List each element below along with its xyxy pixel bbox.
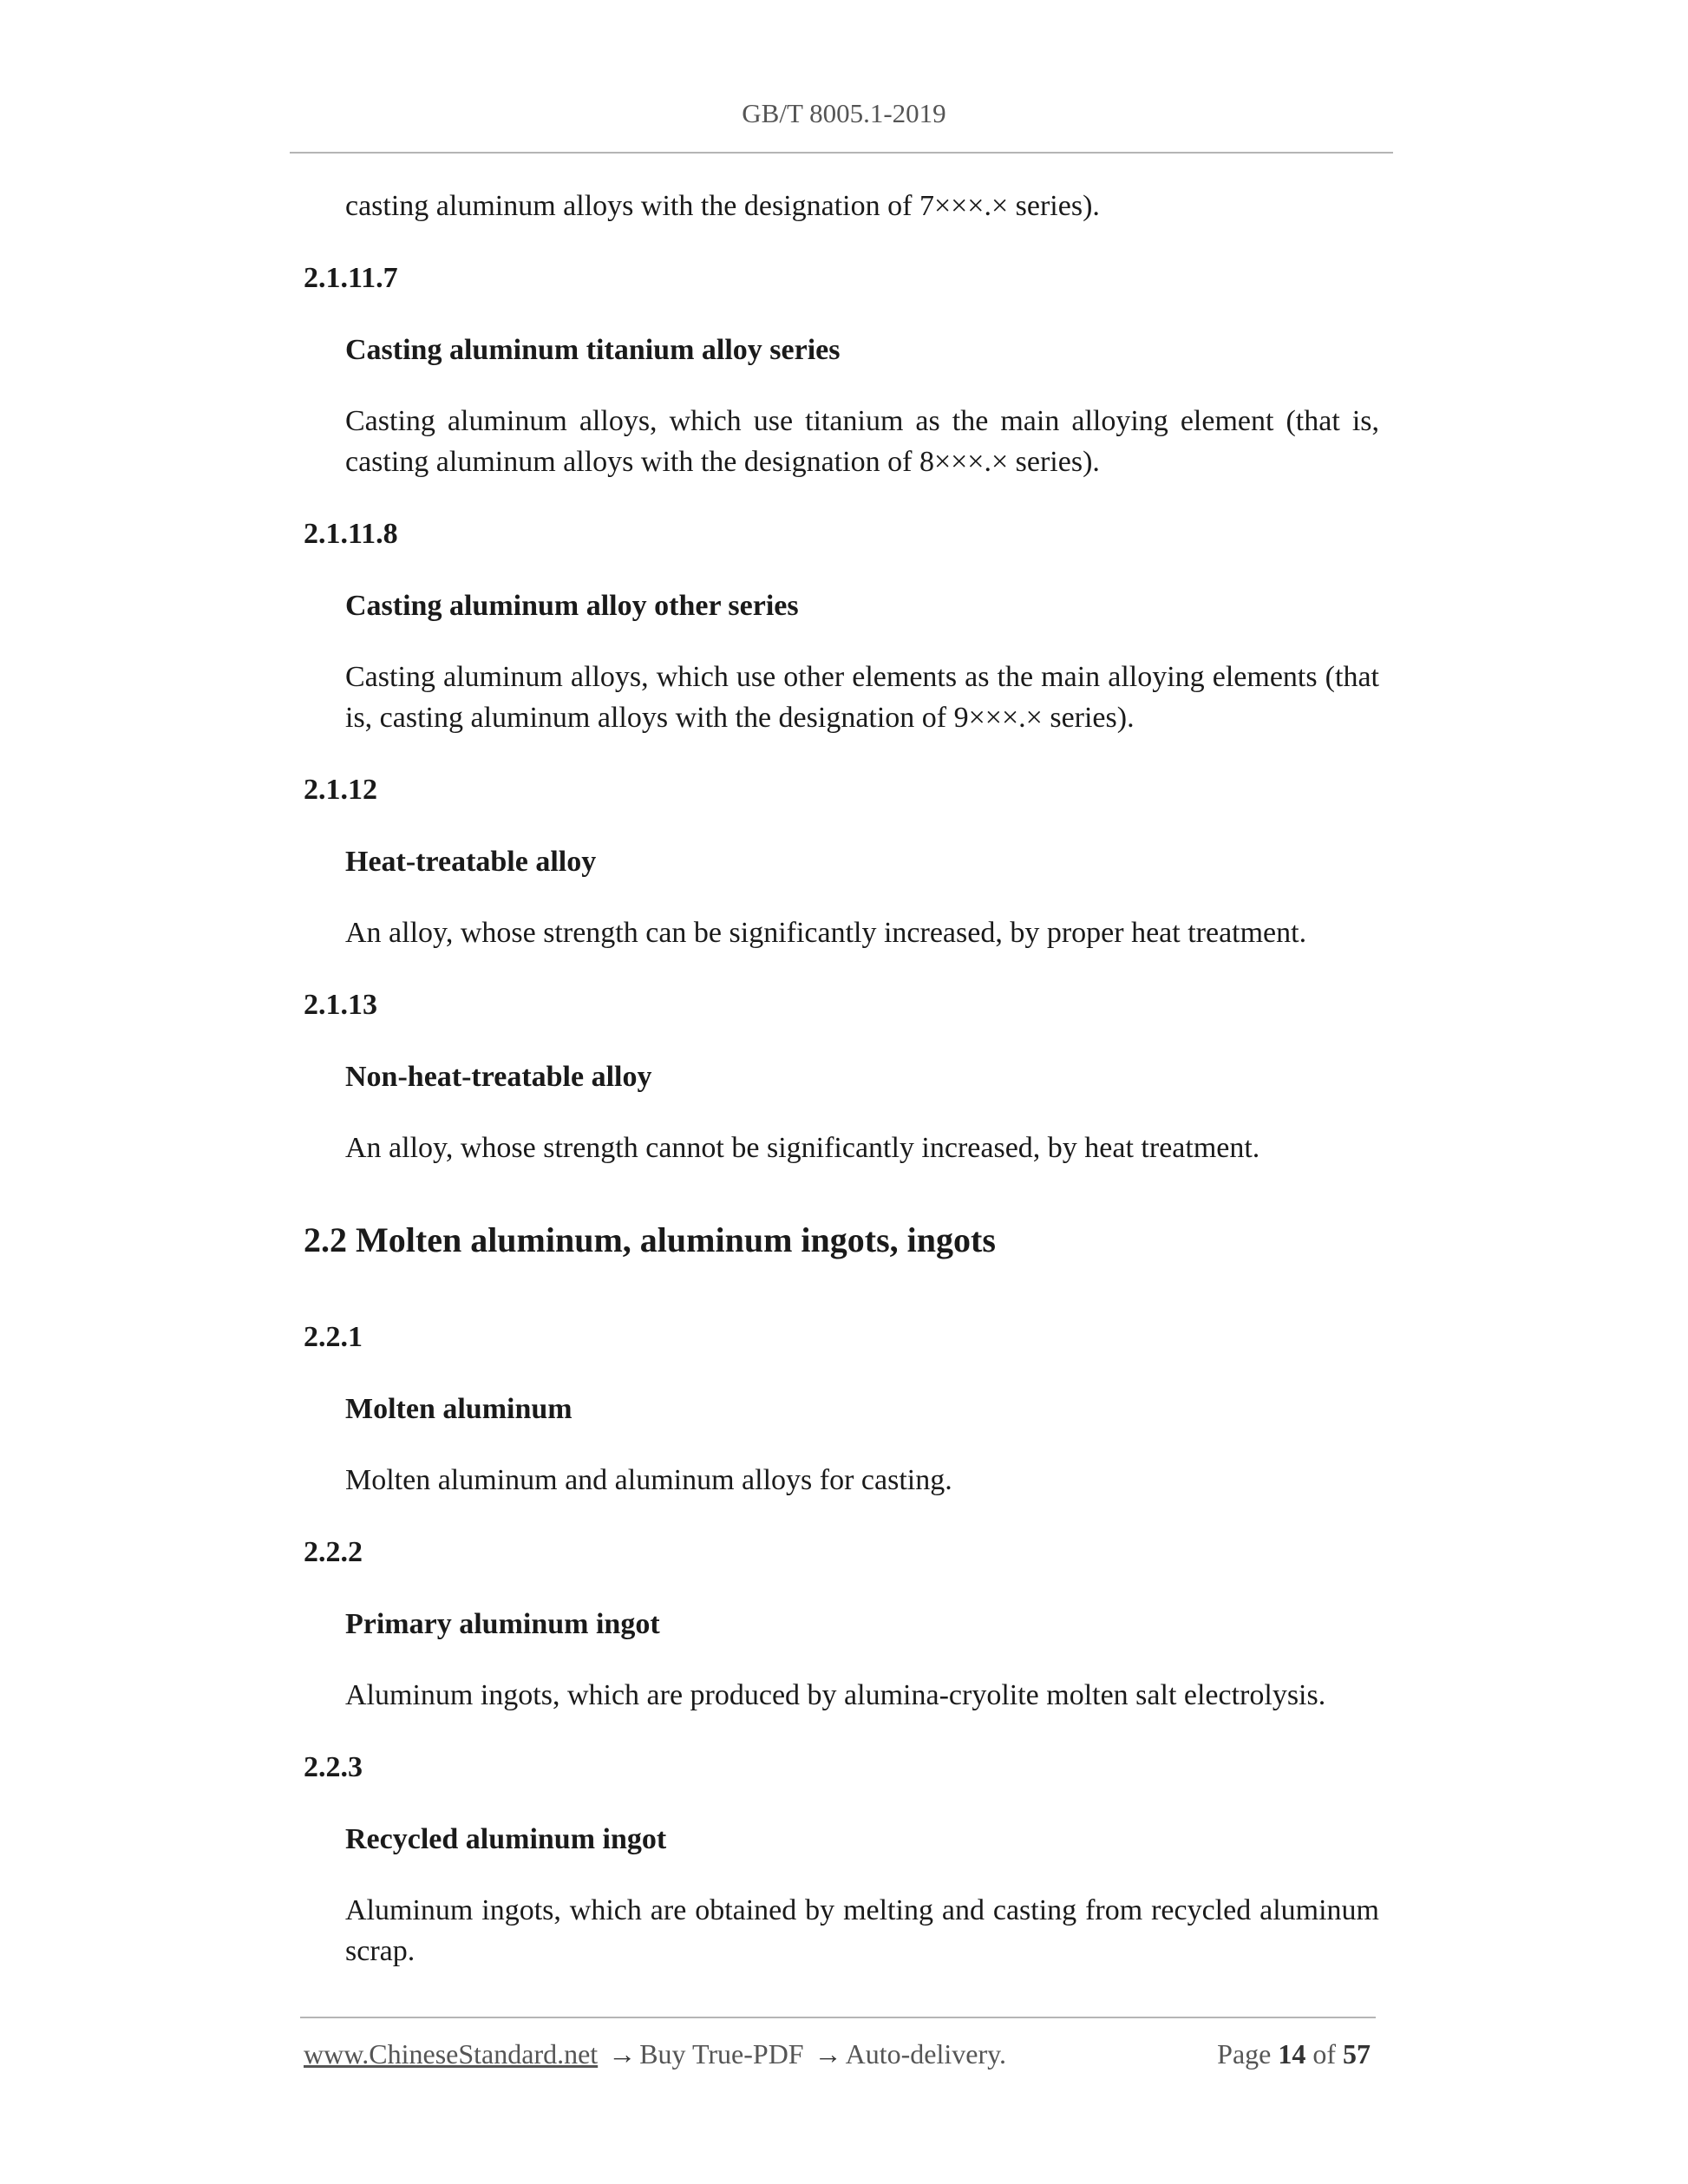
entry-definition: An alloy, whose strength cannot be significantly increased, by heat treatment.: [345, 1132, 1260, 1164]
entry-term: Recycled aluminum ingot: [345, 1823, 667, 1855]
section-heading: 2.2 Molten aluminum, aluminum ingots, ingots: [304, 1220, 996, 1259]
entry-number: 2.2.3: [304, 1751, 363, 1783]
delivery-text: Auto-delivery.: [845, 2038, 1007, 2070]
entry-number: 2.1.13: [304, 989, 377, 1021]
entry-definition: Aluminum ingots, which are obtained by melting and casting from recycled aluminum scrap.: [345, 1894, 1379, 1967]
page-label: Page: [1217, 2038, 1272, 2070]
entry-definition: Molten aluminum and aluminum alloys for casting.: [345, 1464, 952, 1496]
buy-text: Buy True-PDF: [639, 2038, 804, 2070]
total-pages: 57: [1343, 2038, 1371, 2070]
entry-number: 2.1.12: [304, 774, 377, 806]
arrow-right-icon: →: [814, 2038, 842, 2070]
page-header-title: GB/T 8005.1-2019: [742, 98, 946, 128]
entry-definition: Aluminum ingots, which are produced by alumina-cryolite molten salt electrolysis.: [345, 1679, 1326, 1711]
entry-term: Casting aluminum alloy other series: [345, 590, 799, 622]
entry-definition: Casting aluminum alloys, which use other elements as the main alloying elements (that is, casting aluminum alloys with the designation of 9×××.× series).: [345, 661, 1379, 734]
entry-number: 2.2.2: [304, 1536, 363, 1568]
entry-definition: Casting aluminum alloys, which use titanium as the main alloying element (that is, casting aluminum alloys with the designation of 8×××.× series).: [345, 405, 1379, 478]
entry-number: 2.1.11.7: [304, 262, 398, 294]
entry-definition: An alloy, whose strength can be significantly increased, by proper heat treatment.: [345, 917, 1307, 949]
entry-term: Non-heat-treatable alloy: [345, 1061, 652, 1093]
arrow-right-icon: →: [608, 2038, 637, 2070]
entry-term: Primary aluminum ingot: [345, 1608, 660, 1640]
entry-term: Heat-treatable alloy: [345, 846, 597, 878]
continuation-text: casting aluminum alloys with the designation of 7×××.× series).: [345, 190, 1100, 222]
entry-number: 2.1.11.8: [304, 518, 398, 550]
entry-term: Casting aluminum titanium alloy series: [345, 334, 841, 366]
page-indicator: [1217, 2038, 1371, 2070]
footer-promo: [304, 2038, 1006, 2070]
entry-term: Molten aluminum: [345, 1393, 572, 1425]
footer-divider: [300, 2017, 1376, 2018]
website-link[interactable]: www.ChineseStandard.net: [304, 2038, 599, 2070]
entry-number: 2.2.1: [304, 1321, 363, 1353]
current-page-number: 14: [1278, 2038, 1306, 2070]
of-label: of: [1312, 2038, 1336, 2070]
